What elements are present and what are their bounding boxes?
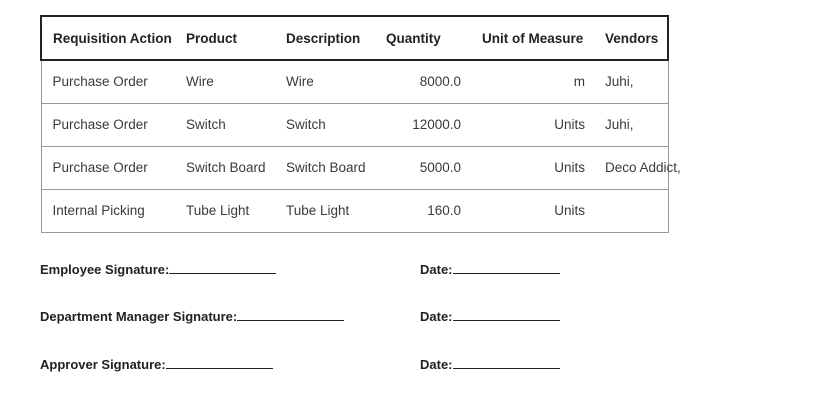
employee-date — [420, 261, 560, 277]
cell-product: Switch Board — [186, 160, 266, 175]
header-vendors: Vendors — [590, 16, 668, 60]
approver-date-label: Date: — [420, 357, 453, 372]
cell-uom: Units — [554, 117, 585, 132]
cell-description: Switch Board — [286, 160, 366, 175]
approver-signature-blank — [166, 356, 273, 369]
cell-quantity: 160.0 — [427, 203, 461, 218]
cell-description: Tube Light — [286, 203, 350, 218]
manager-date-label: Date: — [420, 309, 453, 324]
requisition-table — [40, 15, 681, 233]
table-row — [41, 146, 668, 189]
employee-signature — [40, 261, 276, 277]
manager-signature — [40, 308, 344, 324]
cell-quantity: 8000.0 — [419, 74, 461, 90]
cell-vendors — [590, 189, 668, 232]
approver-date — [420, 356, 560, 372]
table-row — [41, 189, 668, 232]
cell-product: Tube Light — [186, 203, 250, 218]
cell-vendors: Deco Addict, — [590, 146, 668, 189]
cell-quantity: 12000.0 — [412, 117, 461, 132]
header-product: Product — [186, 16, 286, 60]
cell-uom: m — [573, 74, 585, 90]
employee-signature-label: Employee Signature: — [40, 262, 170, 277]
cell-product: Switch — [186, 117, 226, 132]
manager-signature-label: Department Manager Signature: — [40, 309, 238, 324]
cell-vendors: Juhi, — [590, 103, 668, 146]
table-header-row — [41, 16, 668, 60]
manager-date-blank — [453, 308, 560, 321]
header-requisition-action: Requisition Action — [41, 16, 186, 60]
cell-action: Purchase Order — [41, 103, 186, 146]
cell-description: Wire — [286, 74, 314, 90]
cell-vendors: Juhi, — [590, 60, 668, 103]
cell-uom: Units — [554, 203, 585, 218]
cell-description: Switch — [286, 117, 326, 132]
employee-date-blank — [453, 261, 560, 274]
cell-uom: Units — [554, 160, 585, 175]
employee-date-label: Date: — [420, 262, 453, 277]
table-row — [41, 103, 668, 146]
table-row — [41, 60, 668, 103]
cell-product: Wire — [186, 74, 214, 90]
manager-date — [420, 308, 560, 324]
header-quantity: Quantity — [386, 16, 482, 60]
cell-quantity: 5000.0 — [419, 160, 461, 175]
cell-action: Internal Picking — [41, 189, 186, 232]
header-unit-of-measure: Unit of Measure — [482, 16, 590, 60]
approver-signature — [40, 356, 273, 372]
cell-action: Purchase Order — [41, 146, 186, 189]
employee-signature-blank — [169, 261, 276, 274]
manager-signature-blank — [237, 308, 344, 321]
header-description: Description — [286, 16, 386, 60]
cell-action: Purchase Order — [41, 60, 186, 103]
approver-signature-label: Approver Signature: — [40, 357, 166, 372]
approver-date-blank — [453, 356, 560, 369]
